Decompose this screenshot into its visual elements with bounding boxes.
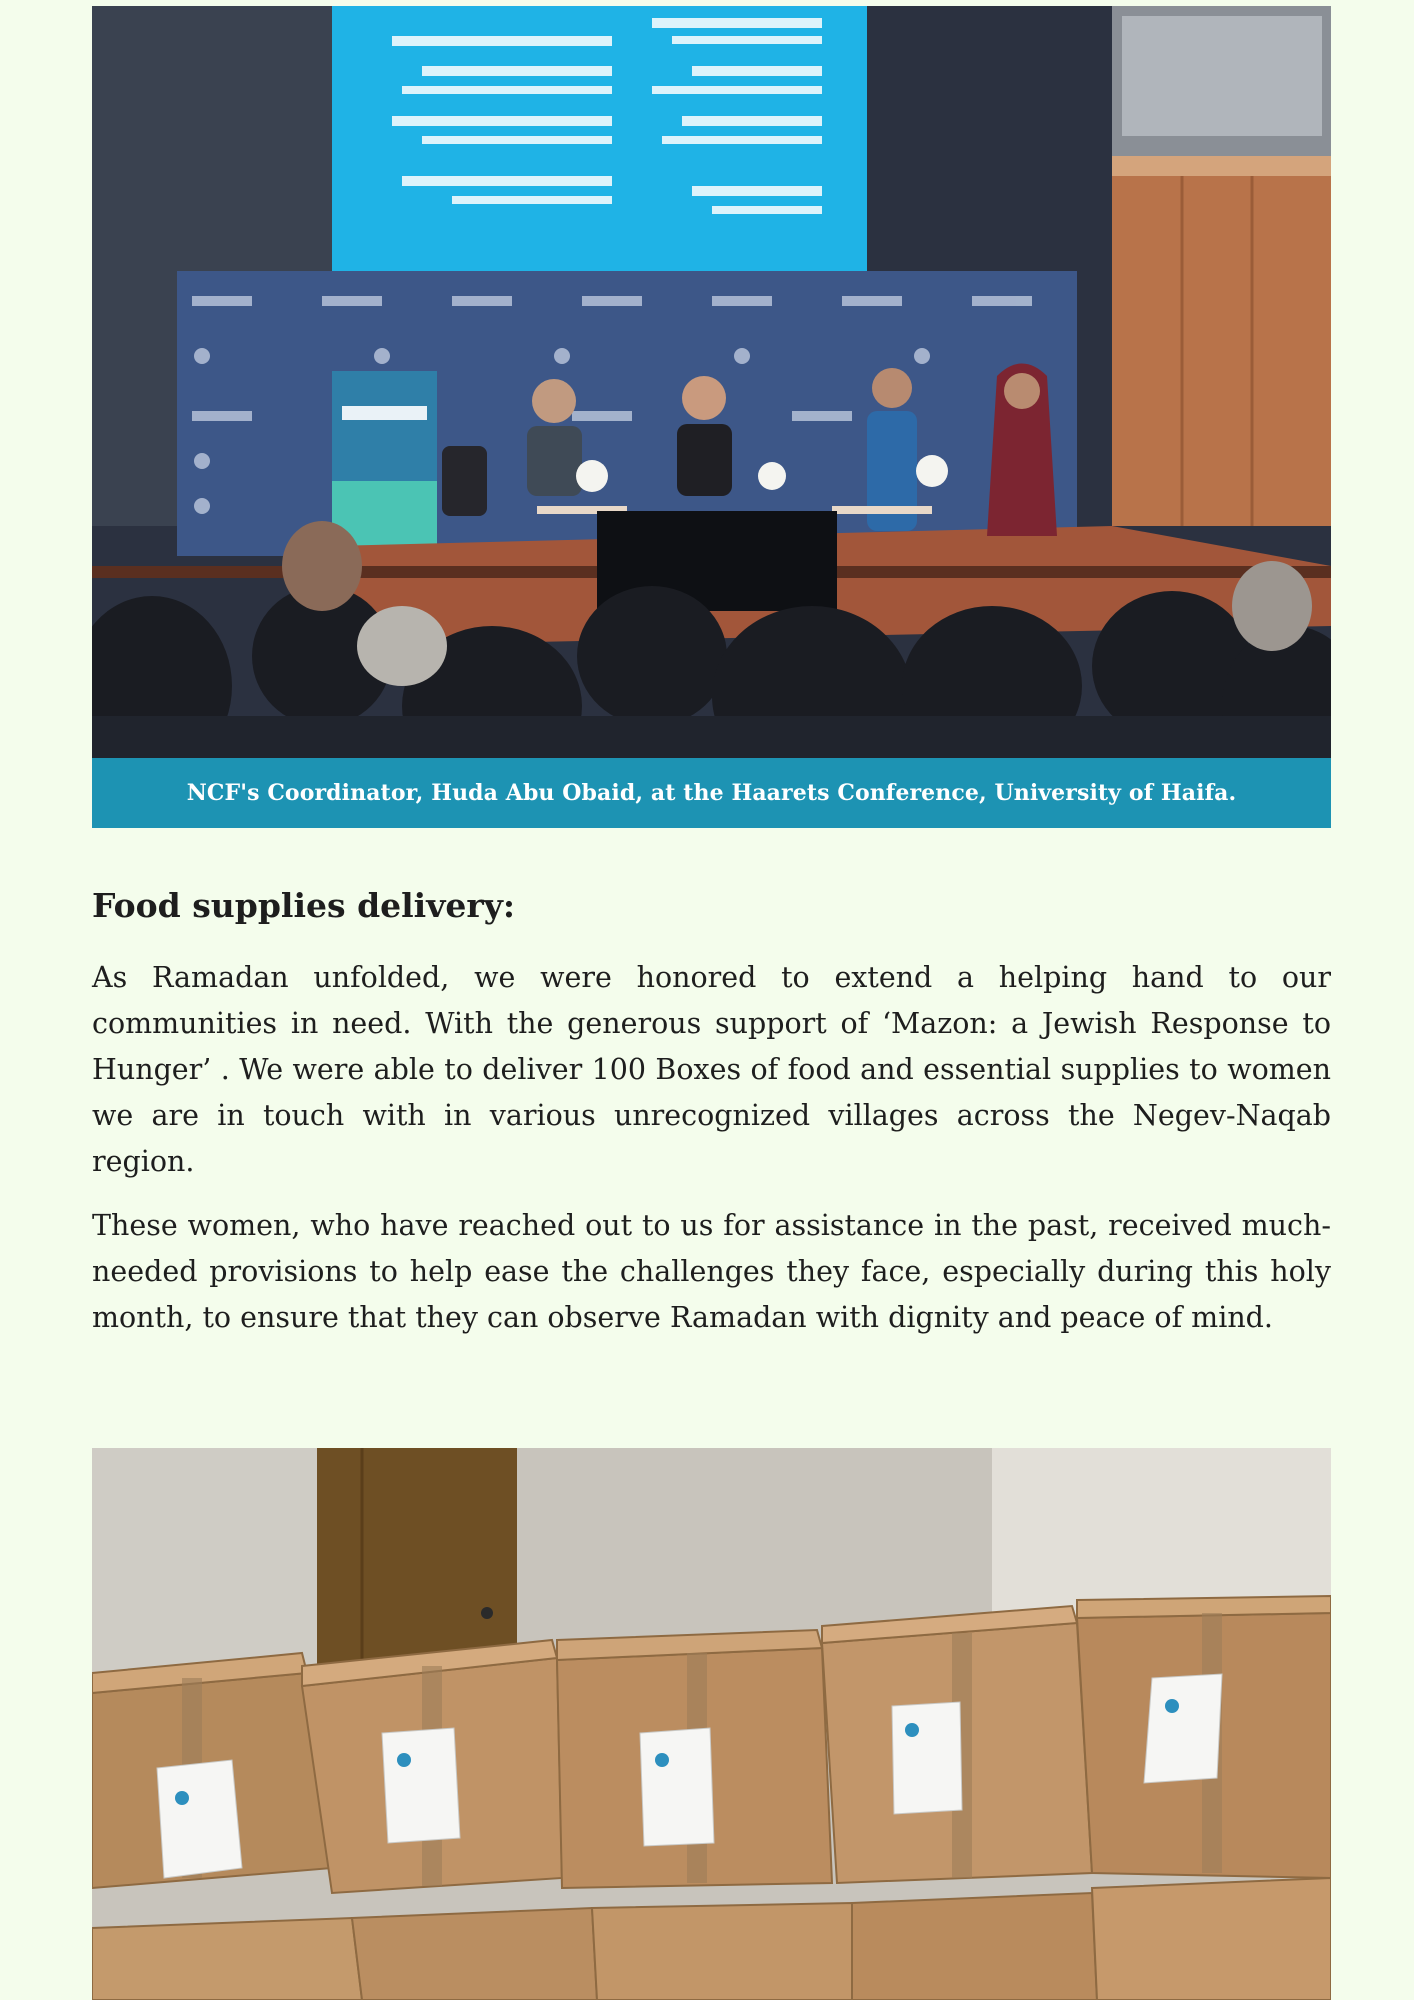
- conference-photo: [92, 6, 1331, 758]
- paragraph: These women, who have reached out to us for assistance in the past, received much-needed provisions to help ease the challenges they face, especially during this holy month, to ensure that they can observe Ramadan with dignity and peace of mind.: [92, 1209, 1331, 1334]
- photo-caption: NCF's Coordinator, Huda Abu Obaid, at the Haarets Conference, University of Haifa.: [186, 780, 1237, 806]
- food-boxes-photo: [92, 1448, 1331, 2000]
- photo-caption-bar: [92, 758, 1331, 828]
- section-heading: Food supplies delivery:: [92, 886, 516, 925]
- paragraph: As Ramadan unfolded, we were honored to extend a helping hand to our communities in need. With the generous support of ‘Mazon: a Jewish Response to Hunger’ . We were able to deliver 100 Boxes of food and essential supplies to women we are in touch with in various unrecognized villages across the Negev-Naqab region.: [92, 961, 1331, 1178]
